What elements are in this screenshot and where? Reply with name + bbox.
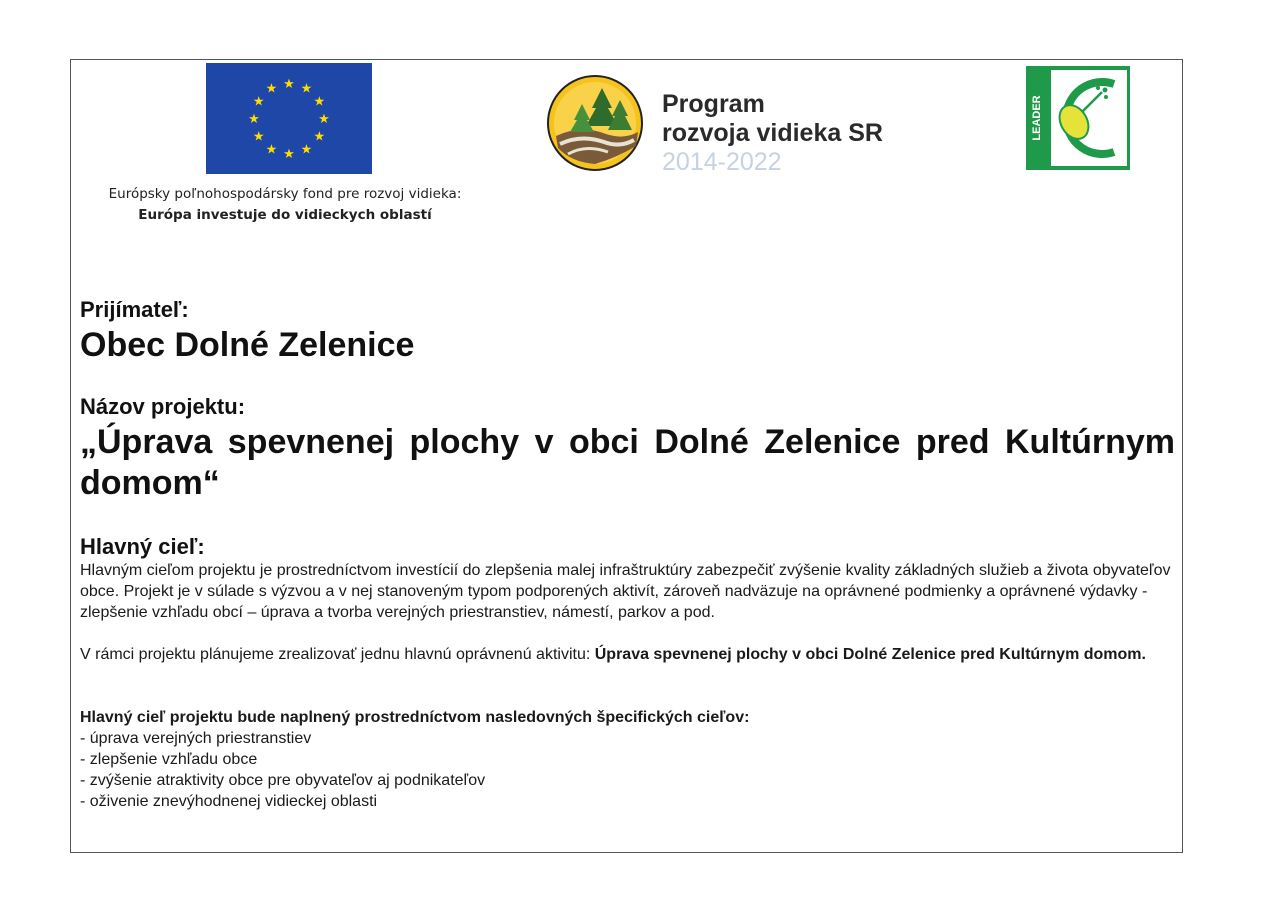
prv-title-line1: Program xyxy=(662,90,765,118)
project-label: Názov projektu: xyxy=(80,394,246,419)
project-title: „Úprava spevnenej plochy v obci Dolné Zelenice pred Kultúrnym domom“ xyxy=(80,423,1175,502)
recipient-name: Obec Dolné Zelenice xyxy=(80,326,415,364)
goal-paragraph: Hlavným cieľom projektu je prostredníctvom investícií do zlepšenia malej infraštruktúry zabezpečiť zvýšenie kvality základných služieb a života obyvateľov obce. Projekt je v súlade s výzvou a v nej stanoveným typom podporených aktivít, zároveň nadväzuje na oprávnené podmienky a oprávnené výdavky - zlepšenie vzhľadu obcí – úprava a tvorba verejných priestranstiev, námestí, parkov a pod. xyxy=(80,562,1171,621)
eu-fund-caption xyxy=(70,184,500,226)
activity-name: Úprava spevnenej plochy v obci Dolné Zelenice pred Kultúrnym domom. xyxy=(594,646,1146,663)
svg-text:★: ★ xyxy=(252,94,265,110)
svg-text:★: ★ xyxy=(283,147,295,162)
eu-stars-icon xyxy=(206,63,372,174)
prv-title xyxy=(662,90,883,177)
svg-text:★: ★ xyxy=(248,112,260,127)
recipient-label: Prijímateľ: xyxy=(80,297,189,322)
leader-emblem-icon xyxy=(1026,66,1130,170)
svg-text:★: ★ xyxy=(252,129,265,145)
specific-goals xyxy=(80,707,1177,812)
svg-text:★: ★ xyxy=(300,142,313,158)
list-item: - zvýšenie atraktivity obce pre obyvateľov aj podnikateľov xyxy=(80,772,486,789)
svg-text:★: ★ xyxy=(318,112,330,127)
goal-label: Hlavný cieľ: xyxy=(80,534,205,559)
forest-landscape-icon xyxy=(546,74,644,172)
eu-caption-line2: Európa investuje do vidieckych oblastí xyxy=(138,207,432,223)
list-item: - oživenie znevýhodnenej vidieckej oblasti xyxy=(80,793,378,810)
svg-text:★: ★ xyxy=(313,94,326,110)
prv-years: 2014-2022 xyxy=(662,148,782,176)
prv-title-line2: rozvoja vidieka SR xyxy=(662,119,883,147)
svg-text:★: ★ xyxy=(313,129,326,145)
leader-logo xyxy=(1026,66,1130,170)
svg-text:★: ★ xyxy=(300,81,313,97)
activity-paragraph xyxy=(80,644,1177,665)
svg-text:★: ★ xyxy=(283,77,295,92)
eu-caption-line1: Európsky poľnohospodársky fond pre rozvoj vidieka: xyxy=(108,186,462,202)
leader-text: LEADER xyxy=(1031,95,1043,141)
list-item: - zlepšenie vzhľadu obce xyxy=(80,751,258,768)
prv-logo xyxy=(546,74,644,172)
svg-text:★: ★ xyxy=(265,142,278,158)
eu-flag-logo xyxy=(206,63,372,174)
svg-text:★: ★ xyxy=(265,81,278,97)
list-item: - úprava verejných priestranstiev xyxy=(80,730,312,747)
activity-intro: V rámci projektu plánujeme zrealizovať jednu hlavnú oprávnenú aktivitu: xyxy=(80,646,595,663)
specific-goals-heading: Hlavný cieľ projektu bude naplnený prostredníctvom nasledovných špecifických cieľov: xyxy=(80,709,750,726)
